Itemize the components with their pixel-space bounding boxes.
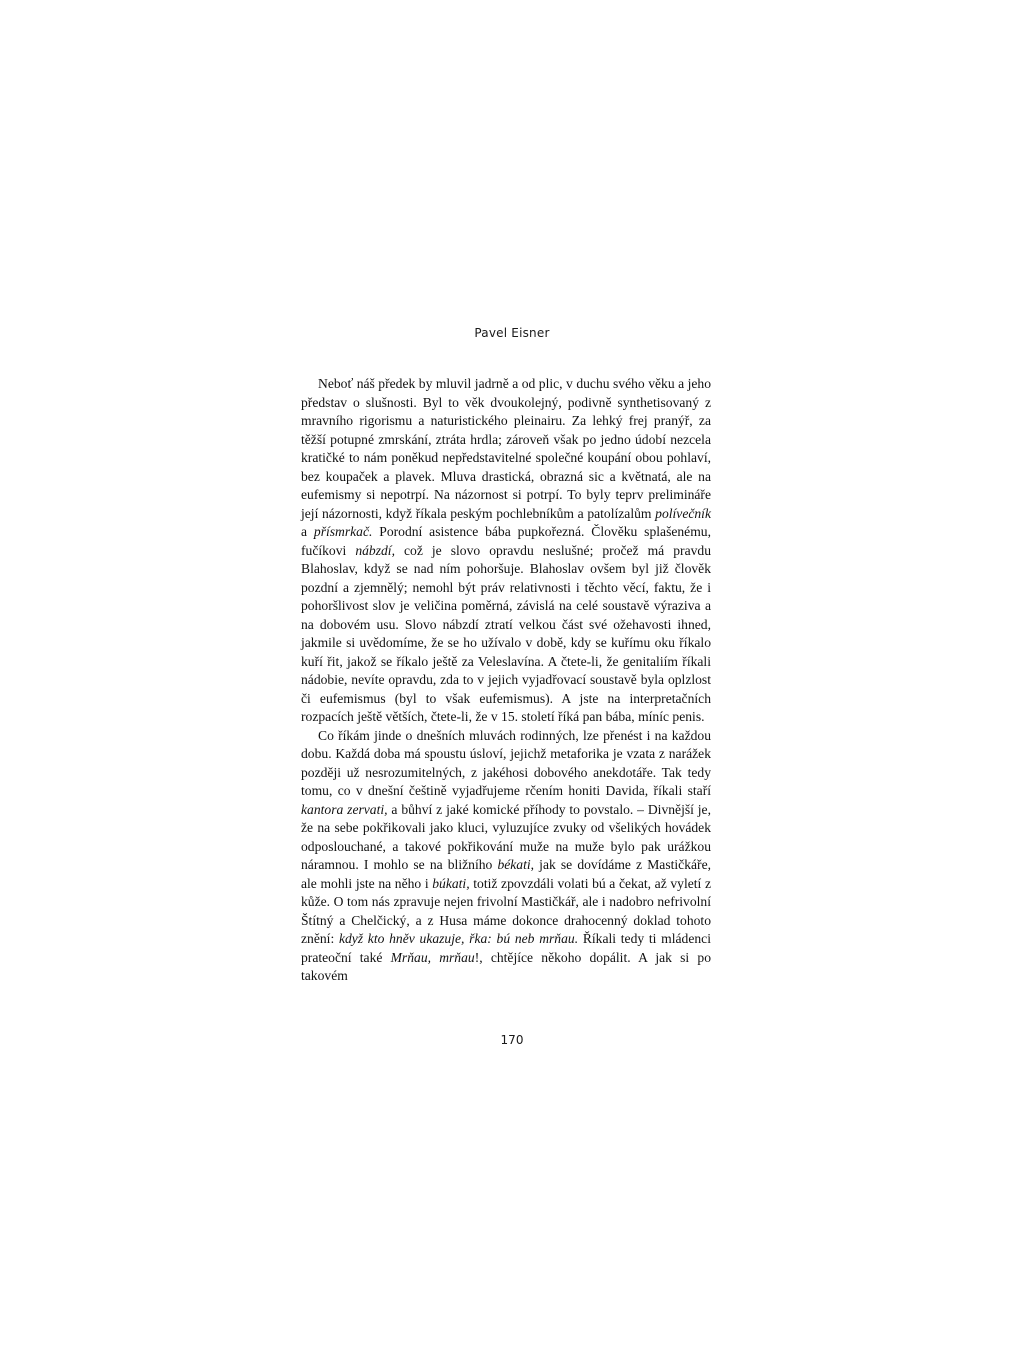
body-text — [301, 375, 711, 986]
text-run: Říkali tedy ti mládenci prateoční také — [301, 931, 711, 965]
italic-term: békati — [497, 857, 531, 872]
running-header: Pavel Eisner — [474, 326, 550, 340]
text-run: Porodní asistence bába pupkořezná. Člověku splašenému, fučíkovi — [301, 524, 711, 558]
italic-term: polívečník — [655, 505, 711, 521]
italic-term: Mrňau, mrňau — [390, 949, 475, 965]
text-run: !, chtějíce někoho dopálit. A jak si po takovém — [301, 949, 711, 983]
text-run: což je slovo opravdu neslušné; pročež má pravdu Blahoslav, když se nad ním pohoršuje. Blahoslav ovšem byl již člověk pozdní a zjemnělý; nemohl být práv relativnosti i těchto věcí, faktu, že i pohoršlivost slov je veličina poměrná, závislá na celé soustavě výraziva a na dobovém usu. Slovo nábzdí ztratí velkou část své ožehavosti ihned, jakmile si uvědomíme, že se ho užívalo v době, kdy se kuřímu oku říkalo kuří řit, jakož se říkalo ještě za Veleslavína. A čtete-li, že genitaliím říkali nádobie, nevíte opravdu, zda to v jejich vyjadřovací soustavě byla oplzlost či eufemismus (byl to však eufemismus). A jste na interpretačních rozpacích ještě větších, čtete-li, že v 15. století říká pan bába, míníc penis. — [301, 542, 711, 724]
italic-term: búkati, — [432, 875, 470, 891]
text-run: Co říkám jinde o dnešních mluvách rodinných, lze přenést i na každou dobu. Každá doba má spoustu úsloví, jejichž metaforika je vzata z narážek později už nesrozumitelných, z jakéhosi dobového anekdotáře. Tak tedy tomu, co v dnešní češtině vyjadřujeme rčením honiti Davida, říkali staří — [301, 727, 711, 798]
text-run: a — [301, 524, 314, 539]
text-run: totiž zpovzdáli volati bú a čekat, až vyletí z kůže. O tom nás zpravuje nejen frivolní Mastičkář, ale i nadobro nefrivolní Štítný a Chelčický, a z Husa máme dokonce drahocenný doklad tohoto znění: — [301, 875, 711, 946]
italic-term: přísmrkač. — [313, 524, 373, 539]
text-run: , jak se dovídáme z Mastičkáře, ale mohli jste na něho i — [301, 857, 711, 891]
text-run: a bůhví z jaké komické příhody to povstalo. – Divnější je, že na sebe pokřikovali jako kluci, vyluzujíce zvuky od všelikých hovádek odposlouchané, a takové pokřikování muže na muže bylo pak urážkou náramnou. I mohlo se na bližního — [301, 801, 711, 872]
paragraph-2 — [301, 727, 711, 986]
italic-term: když kto hněv ukazuje, řka: bú neb mrňau. — [338, 931, 579, 946]
text-run: Neboť náš předek by mluvil jadrně a od plic, v duchu svého věku a jeho představ o slušnosti. Byl to věk dvoukolejný, podivně synthetisovaný z mravního rigorismu a naturistického pleinairu. Za lehký frej pranýř, za těžší potupné zmrskání, ztráta hrdla; zároveň však po jedno údobí nezcela kratičké to nám poněkud nepředstavitelné společné koupání obou pohlaví, bez koupaček a plavek. Mluva drastická, obrazná sic a květnatá, ale na eufemismy si nepotrpí. Na názornost si potrpí. To byly teprv prelimináře její názornosti, když říkala peským pochlebníkům a patolízalům — [301, 376, 711, 521]
italic-term: kantora zervati, — [301, 801, 388, 817]
paragraph-1 — [301, 375, 711, 727]
page-number: 170 — [500, 1033, 524, 1047]
italic-term: nábzdí, — [355, 542, 395, 558]
